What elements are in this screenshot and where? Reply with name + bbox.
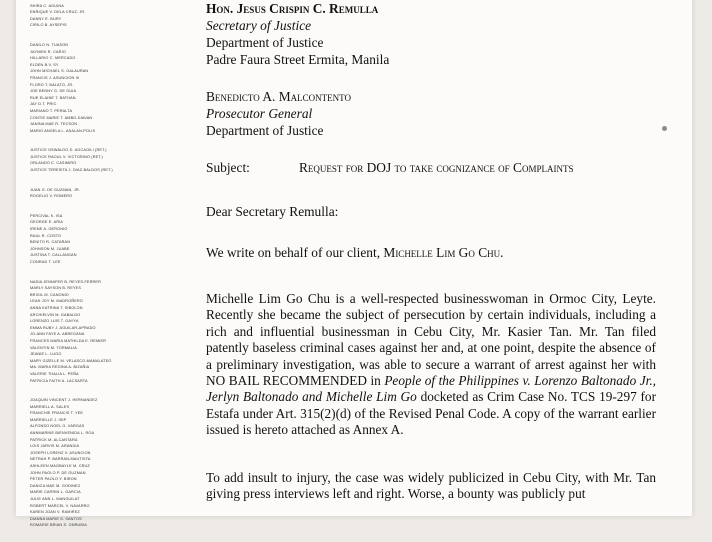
letterhead-name: CONTIE MARIE T. AMBO-DIAVAN xyxy=(30,115,93,120)
salutation: Dear Secretary Remulla: xyxy=(206,204,339,219)
letterhead-name: JANINA MAE R. TECSON xyxy=(30,122,78,127)
letterhead-name-group xyxy=(30,0,180,29)
letterhead-name: KAREN JOAN V. RAMIREZ xyxy=(30,510,80,515)
letterhead-name: CONRAD T. LEE xyxy=(30,260,61,264)
addressee2-title: Prosecutor General xyxy=(206,106,313,121)
letterhead-name: EMMA RUBY J. AGUILAR-APRADO xyxy=(30,325,96,330)
letterhead-name: JOHN MICHAEL S. GALAURAN xyxy=(30,69,89,74)
letterhead-name: PERCIVAL K. ISA xyxy=(30,213,63,218)
letterhead-name: MARIANO T. PERALTA xyxy=(30,108,73,113)
letterhead-name: ENRIQUE V. DELA CRUZ, JR. xyxy=(30,10,86,15)
letterhead-name: DANILO N. TUASON xyxy=(30,42,69,47)
letterhead-name: SHIRA C. AGUINA xyxy=(30,3,64,8)
letterhead-name: JOHN PAOLO P. DE GUZMAN xyxy=(30,470,86,475)
letterhead-name: RAUL R. COSTO xyxy=(30,233,62,238)
letterhead-name: BENITO R. CATARAN xyxy=(30,240,71,245)
letterhead-name: ELDEN B.V. SY xyxy=(30,62,59,67)
letterhead-name: JUSTICE RAOUL V. VICTORINO (RET.) xyxy=(30,154,103,159)
letterhead-name: MARIO ANGELA L. ASALAN-POLIS xyxy=(30,128,96,133)
letterhead-name: JUSTICE OSWALDO D. AGCAOILI (RET.) xyxy=(30,148,107,153)
letterhead-name: VALENTIN M. TORMALIA xyxy=(30,345,77,350)
letterhead-name: JAY D.T. PRIC xyxy=(30,102,57,107)
letterhead-name: MARRIELL A. SALES xyxy=(30,404,70,409)
addressee-title: Secretary of Justice xyxy=(206,18,312,33)
letterhead-name: JULIE ANN L. MANGUILAT xyxy=(30,497,80,501)
letterhead-name: JUSTICE TERESITA J. DIAZ-BALDOS (RET.) xyxy=(30,168,113,173)
letterhead-name: JUSTINA T. CALLANGAN xyxy=(30,253,77,258)
letterhead-name: FRANCES MARIA MATHILDA E. REMIER xyxy=(30,338,107,343)
addressee-address: Padre Faura Street Ermita, Manila xyxy=(206,52,390,67)
letterhead-name: ORLANDO C. CASIMIRO xyxy=(30,161,77,166)
letterhead-name: MARY GIZELLE M. VELASCO-MAMALATEO xyxy=(30,358,112,363)
addressee2-department: Department of Justice xyxy=(206,123,324,138)
letterhead-name: PETER PAOLO Y. BIRON xyxy=(30,477,77,482)
paragraph-background: Michelle Lim Go Chu is a well-respected businesswoman in Ormoc City, Leyte. Recently she became the subject of persecution by certain individuals, including a rich and influential businessman in Cebu City, Mr. Kasier Tan. Mr. Tan filed patently baseless criminal cases against her and, at one point, despite the absence of a preliminary investigation, was able to secure a warrant of arrest against her with NO BAIL RECOMMENDED in People of the Philippines v. Lorenzo Baltonado Jr., Jerlyn Baltonado and Michelle Lim Go docketed as Crim Case No. TCS 19-297 for Estafa under Art. 315(2)(d) of the Revised Penal Code. A copy of the warrant earlier issued is hereto attached as Annex A. xyxy=(206,291,656,438)
letterhead-name: FLORO T. BALATO, JR. xyxy=(30,82,74,87)
letterhead-name: JEANIE L. LUGO xyxy=(30,352,62,357)
letterhead-name: JAYNIEK R. CARIO xyxy=(30,49,66,54)
letterhead-name: ASHLEEN MAGBAYLE M. CRUZ xyxy=(30,464,90,469)
letterhead-name-group xyxy=(30,42,180,134)
page-mark xyxy=(662,126,667,131)
letterhead-name: NETRAH P. BARRAN-MAUTISTA xyxy=(30,457,91,462)
intro-paragraph: We write on behalf of our client, Michelle Lim Go Chu. xyxy=(206,245,504,260)
letterhead-name: FRANCHIE FRANCIS T. YEE xyxy=(30,411,84,416)
case-title: People of the Philippines v. Lorenzo Baltonado Jr., Jerlyn Baltonado and Michelle Lim Go xyxy=(206,373,656,405)
letterhead-name-group xyxy=(30,213,180,266)
letterhead-name: RUE ELAINE T. BATHAN xyxy=(30,95,76,100)
letterhead-name-column xyxy=(30,0,180,542)
letterhead-name: LEAH JOY M. MADROÑERO xyxy=(30,299,83,304)
letterhead-name: PATRICIA FAITH A. LACSARTA xyxy=(30,378,88,383)
letterhead-name: DANICA MAE M. GODINEZ xyxy=(30,483,81,488)
letterhead-name: NADIA JENNIFER B. REYES-FERRER xyxy=(30,279,101,284)
letterhead-name: MARIE CARRIN L. GARCIA xyxy=(30,490,81,495)
letterhead-name: VALERIE THALIA L. PEÑA xyxy=(30,371,79,376)
letterhead-name: LORENZO LUIS T. GAYYA xyxy=(30,319,79,324)
letterhead-name: JOHNSON M. JUABE xyxy=(30,246,70,251)
letterhead-name-group xyxy=(30,397,180,529)
letterhead-name: ANNMARINE BIENVENIDA L. ROA xyxy=(30,431,95,436)
letterhead-name: ROGELIO V. ROMERO xyxy=(30,194,73,199)
addressee2-name: Benedicto A. Malcontento xyxy=(206,89,351,104)
letterhead-name: JOSEPH LORENZ V. ASUNCION xyxy=(30,450,91,455)
letterhead-name: BRIGIL M. CANONIO xyxy=(30,292,69,297)
letterhead-name: ALFONSO NOEL G. VARGAS xyxy=(30,424,85,429)
letterhead-name: ROBERT MARCEL V. NAVARRO xyxy=(30,503,90,508)
addressee-name: Hon. Jesus Crispin C. Remulla xyxy=(206,1,379,16)
letterhead-name: JOAQUIN VINCENT J. HERNANDEZ xyxy=(30,398,98,403)
letterhead-name: ANNA KATRINA T. SIBOLON xyxy=(30,305,83,310)
letterhead-name: JUAN G. DE GUZMAN, JR. xyxy=(30,187,80,192)
paragraph-publicity: To add insult to injury, the case was widely publicized in Cebu City, with Mr. Tan giving press interviews left and right. Worse, a bounty was publicly put xyxy=(206,470,656,502)
letterhead-name: ROMARIE BRIAN S. ONRUBIA xyxy=(30,523,87,528)
letterhead-name: FRANCIS J. ASUNCION III xyxy=(30,75,80,80)
subject-text: Request for DOJ to take cognizance of Complaints xyxy=(299,160,574,175)
addressee-department: Department of Justice xyxy=(206,35,324,50)
letterhead-name: MA. MARIA REGINA A. BIZAÑIA xyxy=(30,365,90,370)
letterhead-name: LOIS JARVIS M. ARANDIA xyxy=(30,444,80,449)
letterhead-name: MARRIELLE J. ISIP xyxy=(30,417,67,422)
letterhead-name: GEORGE E. ARIA xyxy=(30,220,64,225)
client-name: Michelle Lim Go Chu xyxy=(383,245,501,260)
letterhead-name-group xyxy=(30,147,180,173)
letterhead-name: MARLY SAYSON B. REYES xyxy=(30,286,82,291)
letterhead-name: HILLARIO C. MERCADO xyxy=(30,56,76,61)
letterhead-name-group xyxy=(30,279,180,385)
letterhead-name-group xyxy=(30,187,180,200)
letterhead-name: DANNY E. BURY xyxy=(30,16,62,21)
letterhead-name: CIRILO B. AYSEPIS xyxy=(30,23,67,28)
letter-page xyxy=(16,0,692,528)
letterhead-name: IRENE A. GERONIO xyxy=(30,227,68,232)
letterhead-name: PATRICK M. ALCANTARA xyxy=(30,437,78,442)
letterhead-name: JO-ANN FAYE A. ABREGANA xyxy=(30,332,85,337)
letterhead-name: ARCHIELVIN M. GABALDO xyxy=(30,312,81,317)
subject-label: Subject: xyxy=(206,160,250,175)
letterhead-name: DIANNA MARIE S. SANTOS xyxy=(30,516,82,521)
letterhead-name: JOE BENNY G. DE GUIA xyxy=(30,89,77,94)
